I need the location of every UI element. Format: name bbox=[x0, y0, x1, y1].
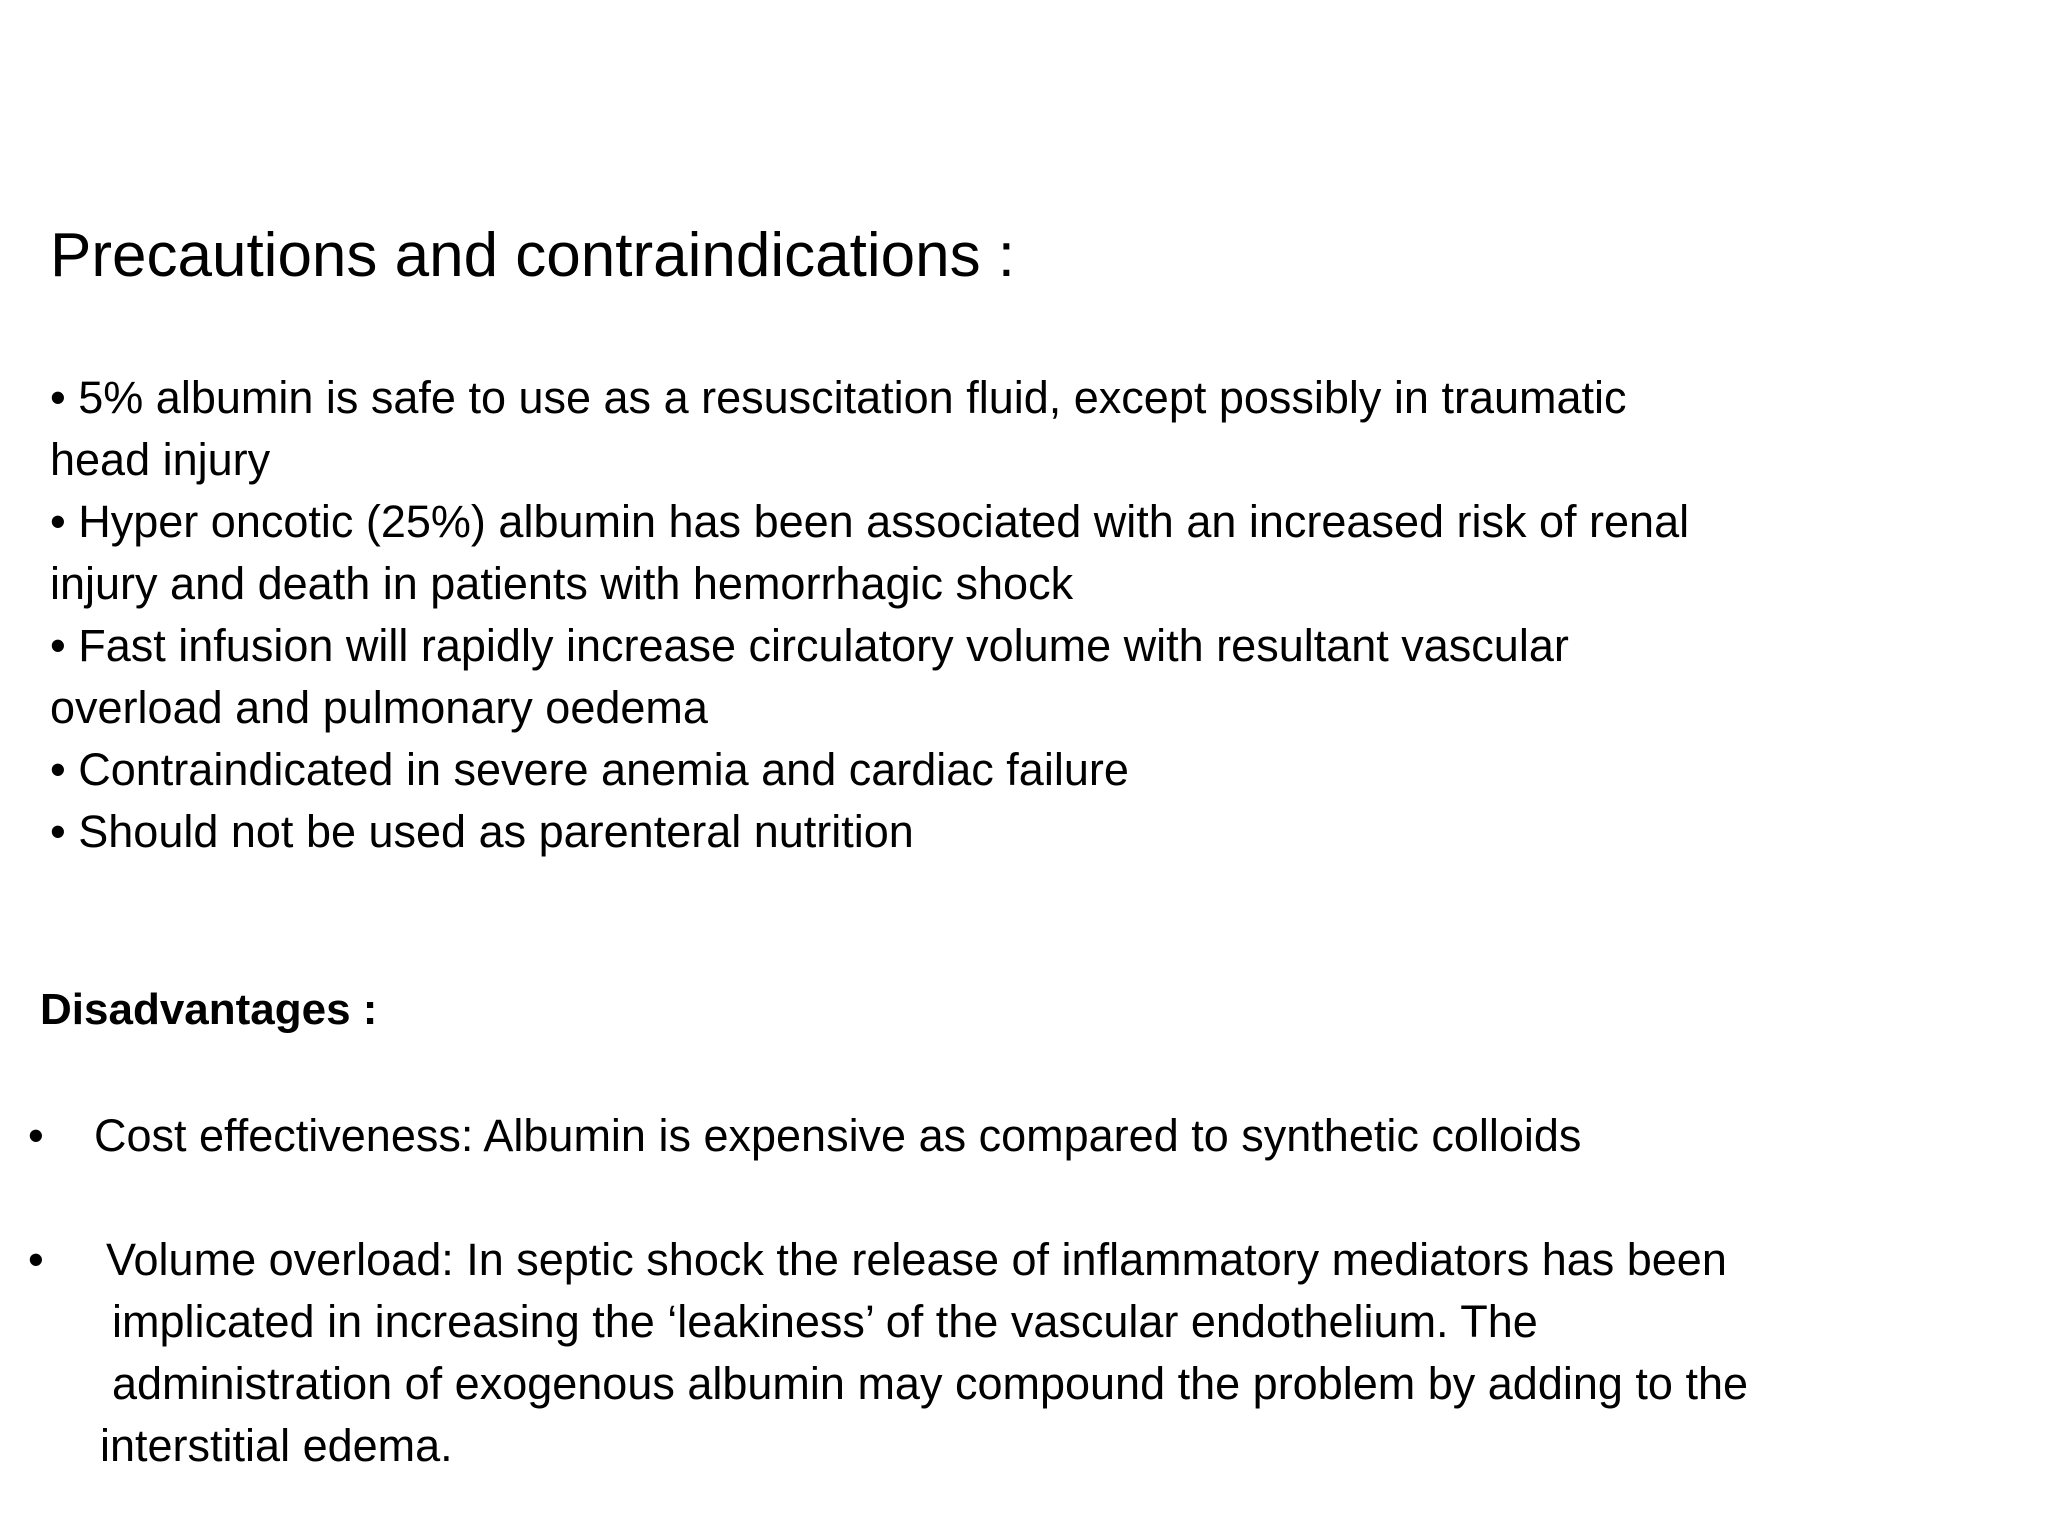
precaution-line: • 5% albumin is safe to use as a resuscitation fluid, except possibly in traumatic bbox=[50, 372, 1627, 423]
precaution-line: • Contraindicated in severe anemia and cardiac failure bbox=[50, 744, 1129, 795]
slide-title: Precautions and contraindications : bbox=[50, 221, 1016, 290]
disadvantage-volume-line: implicated in increasing the ‘leakiness’ of the vascular endothelium. The bbox=[112, 1296, 1538, 1347]
precaution-line: overload and pulmonary oedema bbox=[50, 682, 708, 733]
precaution-line: • Hyper oncotic (25%) albumin has been associated with an increased risk of renal bbox=[50, 496, 1690, 547]
precautions-list bbox=[50, 367, 1689, 863]
precaution-line: injury and death in patients with hemorrhagic shock bbox=[50, 558, 1074, 609]
disadvantage-volume-line: interstitial edema. bbox=[100, 1420, 453, 1471]
precaution-line: head injury bbox=[50, 434, 271, 485]
disadvantage-volume-line: Volume overload: In septic shock the release of inflammatory mediators has been bbox=[106, 1234, 1727, 1285]
disadvantage-cost: Cost effectiveness: Albumin is expensive as compared to synthetic colloids bbox=[94, 1110, 1582, 1161]
bullet-icon: • bbox=[28, 1110, 44, 1161]
disadvantage-volume-line: administration of exogenous albumin may compound the problem by adding to the bbox=[112, 1358, 1748, 1409]
bullet-icon: • bbox=[28, 1234, 44, 1285]
precaution-line: • Fast infusion will rapidly increase circulatory volume with resultant vascular bbox=[50, 620, 1569, 671]
disadvantages-heading: Disadvantages : bbox=[40, 985, 378, 1034]
precaution-line: • Should not be used as parenteral nutrition bbox=[50, 806, 914, 857]
